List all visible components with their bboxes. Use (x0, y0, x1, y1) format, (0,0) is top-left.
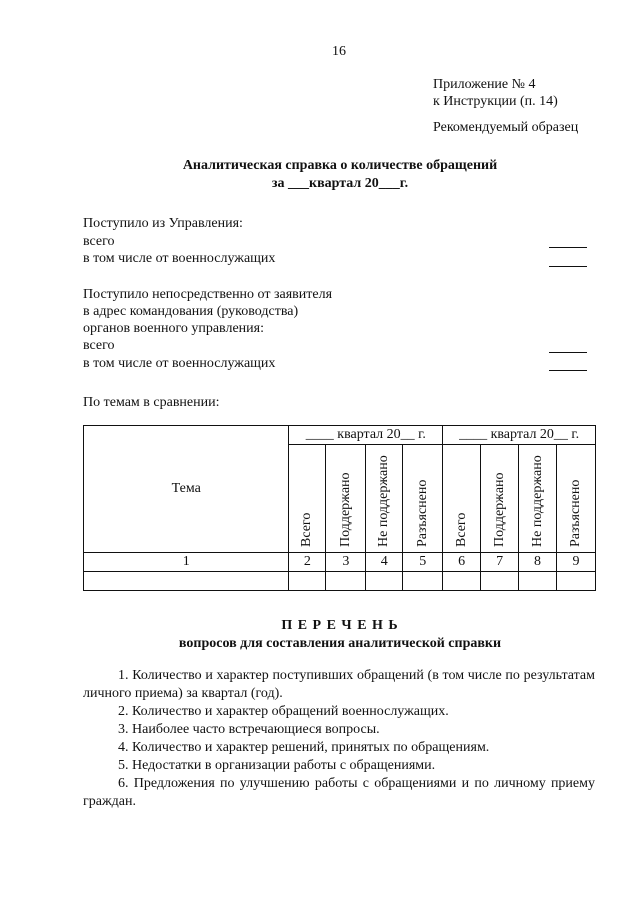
column-number: 6 (443, 553, 481, 572)
column-header: Поддержано (326, 445, 366, 553)
total-blank (549, 247, 587, 248)
table-cell (84, 572, 289, 591)
list-subtitle: вопросов для составления аналитической справки (178, 636, 502, 651)
list-item: 4. Количество и характер решений, принятых по обращениям. (118, 740, 490, 755)
column-header: Не поддержано (519, 445, 557, 553)
column-header: Всего (289, 445, 326, 553)
total-label: всего (83, 338, 115, 353)
topics-table (83, 425, 596, 591)
list-item: 5. Недостатки в организации работы с обращениями. (118, 758, 436, 773)
direct-received-line3: органов военного управления: (83, 321, 264, 336)
topic-header: Тема (84, 426, 289, 553)
table-cell (403, 572, 443, 591)
column-number: 2 (289, 553, 326, 572)
report-period: за ___квартал 20___г. (271, 176, 409, 191)
military-label: в том числе от военнослужащих (83, 251, 276, 266)
column-number: 9 (556, 553, 595, 572)
list-item: 2. Количество и характер обращений военнослужащих. (118, 704, 449, 719)
total-blank (549, 352, 587, 353)
received-from-directorate-heading: Поступило из Управления: (83, 216, 243, 231)
list-item: 6. Предложения по улучшению работы с обращениями и по личному приему граждан. (83, 776, 595, 809)
column-number: 7 (481, 553, 519, 572)
column-number: 5 (403, 553, 443, 572)
total-label: всего (83, 234, 115, 249)
column-number: 4 (366, 553, 403, 572)
column-number: 1 (84, 553, 289, 572)
appendix-label: Приложение № 4 (433, 77, 536, 92)
report-title: Аналитическая справка о количестве обращений (182, 158, 498, 173)
table-cell (519, 572, 557, 591)
instruction-reference: к Инструкции (п. 14) (433, 94, 558, 109)
list-title: П Е Р Е Ч Е Н Ь (281, 618, 399, 633)
column-header: Разъяснено (556, 445, 595, 553)
sample-label: Рекомендуемый образец (433, 120, 579, 135)
page-number: 16 (332, 44, 346, 59)
column-header: Разъяснено (403, 445, 443, 553)
table-cell (443, 572, 481, 591)
compare-label: По темам в сравнении: (83, 395, 220, 410)
table-cell (556, 572, 595, 591)
military-label: в том числе от военнослужащих (83, 356, 276, 371)
questions-list (83, 667, 595, 811)
military-blank (549, 266, 587, 267)
column-header: Всего (443, 445, 481, 553)
list-item: 1. Количество и характер поступивших обращений (в том числе по результатам личного приема) за квартал (год). (83, 668, 595, 701)
column-number: 8 (519, 553, 557, 572)
military-blank (549, 370, 587, 371)
table-cell (326, 572, 366, 591)
table-cell (481, 572, 519, 591)
table-cell (366, 572, 403, 591)
column-number: 3 (326, 553, 366, 572)
table-cell (289, 572, 326, 591)
direct-received-line1: Поступило непосредственно от заявителя (83, 287, 333, 302)
column-header: Не поддержано (366, 445, 403, 553)
quarter1-header: ____ квартал 20__ г. (289, 426, 443, 445)
list-item: 3. Наиболее часто встречающиеся вопросы. (118, 722, 380, 737)
direct-received-line2: в адрес командования (руководства) (83, 304, 299, 319)
column-header: Поддержано (481, 445, 519, 553)
quarter2-header: ____ квартал 20__ г. (443, 426, 596, 445)
